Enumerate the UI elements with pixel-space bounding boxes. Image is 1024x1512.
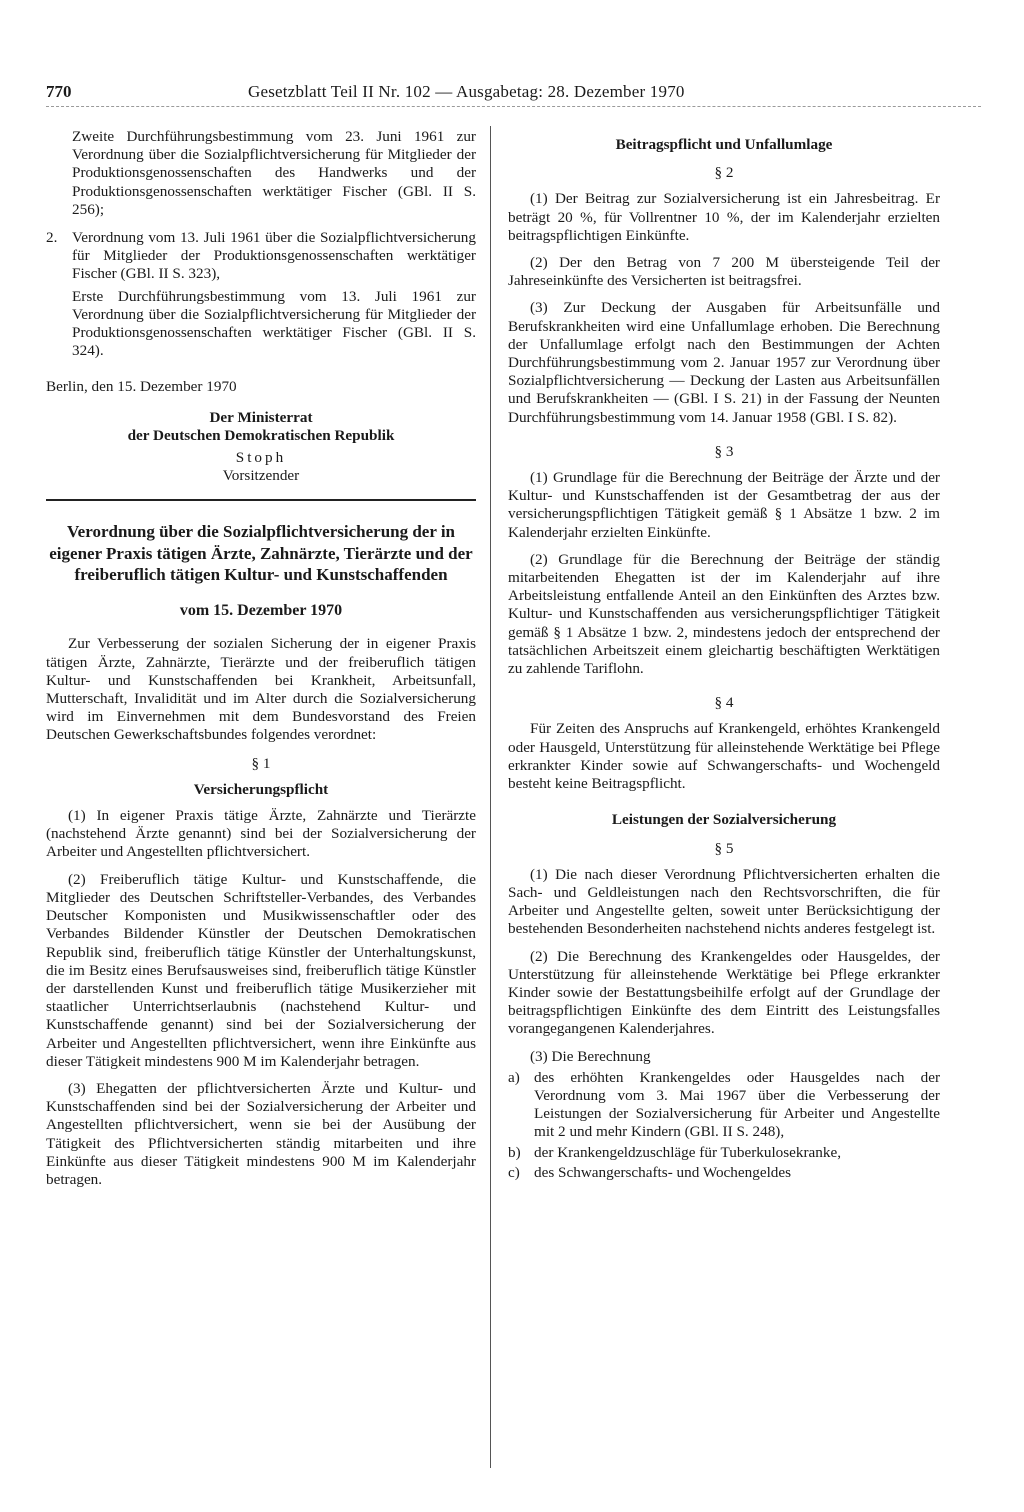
signing-body-state: der Deutschen Demokratischen Republik <box>127 426 395 444</box>
paragraph: (3) Zur Deckung der Ausgaben für Arbeitsunfälle und Berufskrankheiten wird eine Unfallumlage erhoben. Die Berechnung der Unfallumlage erfolgt nach den Bestimmungen der Achten Durchführungsbestimmung vom 2. Januar 1957 zur Verordnung über Sozialpflichtversicherung — Deckung der Lasten aus Arbeitsunfällen und Berufskrankheiten — (GBl. I S. 21) in der Fassung der Neunten Durchführungsbestimmung vom 14. Januar 1958 (GBl. I S. 82). <box>508 299 940 426</box>
list-item-letter: b) <box>508 1143 521 1161</box>
left-column <box>46 128 476 1198</box>
enumerated-list <box>508 1069 940 1182</box>
signatory-name: Stoph <box>235 449 287 467</box>
repealed-list <box>46 128 476 364</box>
list-item <box>46 128 476 223</box>
decree-title: Verordnung über die Sozialpflichtversicherung der in eigener Praxis tätigen Ärzte, Zahnärzte, Tierärzte und der freiberuflich tätigen Kultur- und Kunstschaffenden <box>49 522 473 585</box>
section-number: § 5 <box>714 839 734 857</box>
signing-body: Der Ministerrat <box>209 408 313 426</box>
column-divider <box>490 126 491 1468</box>
paragraph: (2) Grundlage für die Berechnung der Beiträge der ständig mitarbeitenden Ehegatten ist der im Kalenderjahr auf ihre Arbeitsleistung entfallende Anteil an den Einkünften des Arztes bzw. Kultur- und Kunstschaffenden aus versicherungspflichtiger Tätigkeit gemäß § 1 Absätze 1 bzw. 2, mindestens jedoch der entsprechend der tatsächlichen Arbeitszeit einem gleichartig beschäftigten Werktätigen zu zahlende Tariflohn. <box>508 550 940 678</box>
paragraph: Für Zeiten des Anspruchs auf Krankengeld, erhöhtes Krankengeld oder Hausgeld, Unterstützung für alleinstehende Werktätige bei Pflege erkrankter Kinder sowie auf Schwangerschafts- und Wochengeld besteht keine Beitragspflicht. <box>508 720 940 793</box>
paragraph: (2) Die Berechnung des Krankengeldes oder Hausgeldes, der Unterstützung für alleinstehende Werktätige bei Pflege erkrankter Kinder sowie der Bestattungsbeihilfe erfolgt auf der Grundlage der beitragspflichtigen Einkünfte des dem Eintritt des Leistungsfalles vorangegangenen Kalenderjahres. <box>508 947 940 1038</box>
paragraph: (1) Die nach dieser Verordnung Pflichtversicherten erhalten die Sach- und Geldleistungen nach den Rechtsvorschriften, die für Arbeiter und Angestellte gelten, soweit unter Berücksichtigung der bestehenden Besonderheiten nachstehend nichts anderes festgelegt ist. <box>508 865 940 938</box>
list-item-text: des erhöhten Krankengeldes oder Hausgeldes nach der Verordnung vom 3. Mai 1967 über die Verbesserung der Leistungen der Sozialversicherung für Arbeiter und Angestellte mit 2 und mehr Kindern (GBl. II S. 248), <box>534 1068 940 1141</box>
paragraph: (3) Ehegatten der pflichtversicherten Ärzte und Kultur- und Kunstschaffenden sind bei der Sozialversicherung der Arbeiter und Angestellten pflichtversichert, wenn sie bei der Ausübung der Tätigkeit des Pflichtversicherten ständig mitarbeiten und ihre Einkünfte aus dieser Tätigkeit mindestens 900 M im Kalenderjahr betragen. <box>46 1079 476 1188</box>
right-column <box>508 128 940 1184</box>
section-heading: Beitragspflicht und Unfallumlage <box>615 136 833 153</box>
list-item-text: Zweite Durchführungsbestimmung vom 23. Juni 1961 zur Verordnung über die Sozialpflichtversicherung für Mitglieder der Produktionsgenossenschaften des Handwerks und der Produktionsgenossenschaften werktätiger Fischer (GBl. II S. 256); <box>72 128 476 218</box>
list-item-number: 2. <box>46 229 58 247</box>
section-number: § 3 <box>714 442 734 460</box>
signature-block <box>46 409 476 486</box>
header-rule <box>46 106 981 107</box>
section-number: § 2 <box>714 164 734 182</box>
list-item-letter: a) <box>508 1068 520 1086</box>
signatory-role: Vorsitzender <box>222 467 300 485</box>
paragraph: (2) Der den Betrag von 7 200 M übersteigende Teil der Jahreseinkünfte des Versicherten ist beitragsfrei. <box>508 254 940 290</box>
paragraph: (3) Die Berechnung <box>530 1047 651 1065</box>
paragraph: (1) Grundlage für die Berechnung der Beiträge der Ärzte und der Kultur- und Kunstschaffenden ist der Gesamtbetrag der aus der versicherungspflichtigen Tätigkeit gemäß § 1 Absätze 1 bzw. 2 im Kalenderjahr erzielten Einkünfte. <box>508 469 940 541</box>
running-title: Gesetzblatt Teil II Nr. 102 — Ausgabetag: 28. Dezember 1970 <box>248 82 685 101</box>
preamble: Zur Verbesserung der sozialen Sicherung der in eigener Praxis tätigen Ärzte, Zahnärzte, Tierärzte und der freiberuflich tätigen Kultur- und Kunstschaffenden bei Krankheit, Arbeitsunfall, Mutterschaft, Invalidität und im Alter durch die Sozialversicherung wird im Einvernehmen mit dem Bundesvorstand des Freien Deutschen Gewerkschaftsbundes folgendes verordnet: <box>46 635 476 744</box>
section-number: § 4 <box>714 694 734 712</box>
paragraph: (2) Freiberuflich tätige Kultur- und Kunstschaffende, die Mitglieder des Deutschen Schriftsteller-Verbandes, des Verbandes Deutscher Komponisten und Musikwissenschaftler oder des Verbandes Bildender Künstler der Deutschen Demokratischen Republik sind, freiberuflich tätige Künstler der Unterhaltungskunst, die im Besitz eines Berufsausweises sind, freiberuflich tätige Künstler der darstellenden Kunst und freiberuflich tätige Musikerzieher mit staatlicher Unterrichtserlaubnis (nachstehend Kultur- und Kunstschaffende genannt) sind bei der Sozialversicherung der Arbeiter und Angestellten pflichtversichert, wenn ihre Einkünfte aus dieser Tätigkeit mindestens 900 M im Kalenderjahr betragen. <box>46 870 476 1070</box>
section-title: Versicherungspflicht <box>193 780 329 798</box>
place-date: Berlin, den 15. Dezember 1970 <box>46 378 237 396</box>
list-item-text: der Krankengeldzuschläge für Tuberkulosekranke, <box>534 1143 842 1161</box>
page-number: 770 <box>46 82 72 101</box>
page-header <box>46 82 946 108</box>
list-item-text: Verordnung vom 13. Juli 1961 über die Sozialpflichtversicherung für Mitglieder der Produktionsgenossenschaften werktätiger Fischer (GBl. II S. 323), <box>72 229 476 283</box>
paragraph: (1) Der Beitrag zur Sozialversicherung ist ein Jahresbeitrag. Er beträgt 20 %, für Vollrentner 10 %, der im Kalenderjahr erzielten beitragspflichtigen Einkünfte. <box>508 190 940 244</box>
section-number: § 1 <box>251 754 271 772</box>
list-item-text: Erste Durchführungsbestimmung vom 13. Juli 1961 zur Verordnung über die Sozialpflichtversicherung für Mitglieder der Produktionsgenossenschaften werktätiger Fischer (GBl. II S. 324). <box>72 287 476 360</box>
list-item <box>46 229 476 364</box>
list-item <box>508 1069 940 1142</box>
list-item <box>508 1164 940 1182</box>
list-item-text: des Schwangerschafts- und Wochengeldes <box>534 1163 792 1181</box>
list-item-letter: c) <box>508 1163 520 1181</box>
decree-date: vom 15. Dezember 1970 <box>179 601 343 619</box>
list-item <box>508 1144 940 1162</box>
section-separator <box>46 499 476 501</box>
section-heading: Leistungen der Sozialversicherung <box>611 811 837 829</box>
paragraph: (1) In eigener Praxis tätige Ärzte, Zahnärzte und Tierärzte (nachstehend Ärzte genannt) sind bei der Sozialversicherung der Arbeiter und Angestellten pflichtversichert. <box>46 807 476 861</box>
